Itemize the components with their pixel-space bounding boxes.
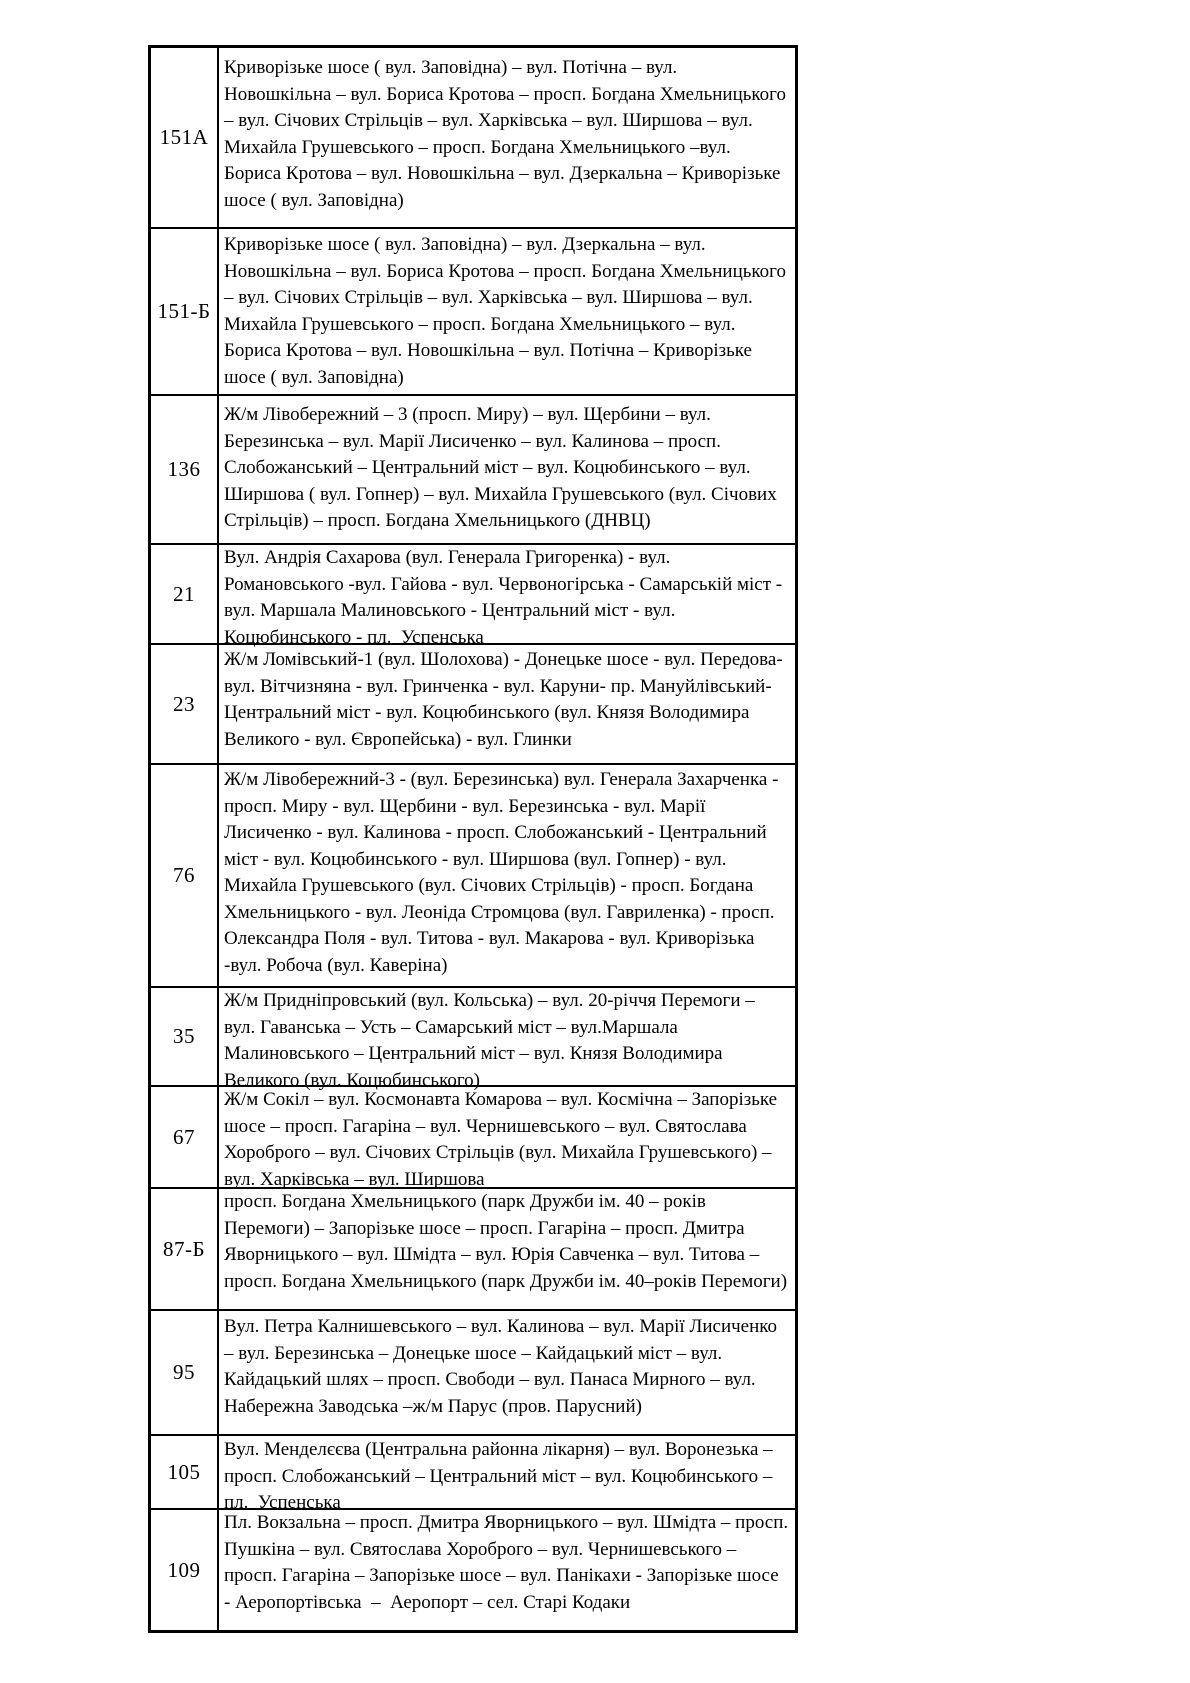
table-row (151, 1187, 795, 1309)
table-row (151, 986, 795, 1091)
route-number-cell: 35 (151, 988, 219, 1085)
table-row (151, 1309, 795, 1434)
route-number-cell: 76 (151, 765, 219, 986)
route-description-cell: Вул. Андрія Сахарова (вул. Генерала Григоренка) - вул. Романовського -вул. Гайова - вул. Червоногірська - Самарській міст - вул. Маршала Малиновського - Центральний міст - вул. Коцюбинського - пл. Успенська (224, 547, 787, 648)
route-number-cell: 136 (151, 396, 219, 543)
route-number-cell: 105 (151, 1436, 219, 1508)
route-description-cell: Пл. Вокзальна – просп. Дмитра Яворницького – вул. Шмідта – просп. Пушкіна – вул. Святослава Хороброго – вул. Чернишевського – просп. Гагаріна – Запорізьке шосе – вул. Панікахи - Запорізьке шосе - Аеропортівська – Аеропорт – сел. Старі Кодаки (224, 1512, 793, 1613)
table-row (151, 1085, 795, 1190)
table-row (151, 48, 795, 227)
route-description-cell: Ж/м Лівобережний – 3 (просп. Миру) – вул. Щербини – вул. Березинська – вул. Марії Лисиченко – вул. Калинова – просп. Слобожанський – Центральний міст – вул. Коцюбинського – вул. Ширшова ( вул. Гопнер) – вул. Михайла Грушевського (вул. Січових Стрільців) – просп. Богдана Хмельницького (ДНВЦ) (224, 404, 782, 531)
route-description-cell: просп. Богдана Хмельницького (парк Дружби ім. 40 – років Перемоги) – Запорізьке шосе – просп. Гагаріна – просп. Дмитра Яворницького – вул. Шмідта – вул. Юрія Савченка – вул. Титова – просп. Богдана Хмельницького (парк Дружби ім. 40–років Перемоги) (224, 1191, 788, 1292)
route-description-cell: Ж/м Сокіл – вул. Космонавта Комарова – вул. Космічна – Запорізьке шосе – просп. Гагаріна – вул. Чернишевського – вул. Святослава Хороброго – вул. Січових Стрільців (вул. Михайла Грушевського) – вул. Харківська – вул. Ширшова (224, 1089, 782, 1190)
route-number-cell: 109 (151, 1510, 219, 1630)
route-number-cell: 95 (151, 1311, 219, 1434)
route-number-cell: 151-Б (151, 229, 219, 394)
table-row (151, 643, 795, 763)
route-number-cell: 151А (151, 48, 219, 227)
route-description-cell: Криворізьке шосе ( вул. Заповідна) – вул. Потічна – вул. Новошкільна – вул. Бориса Кротова – просп. Богдана Хмельницького – вул. Січових Стрільців – вул. Харківська – вул. Ширшова – вул. Михайла Грушевського – просп. Богдана Хмельницького –вул. Бориса Кротова – вул. Новошкільна – вул. Дзеркальна – Криворізьке шосе ( вул. Заповідна) (224, 57, 791, 211)
route-number-cell: 67 (151, 1087, 219, 1187)
route-description-cell: Ж/м Придніпровський (вул. Кольська) – вул. 20-річчя Перемоги – вул. Гаванська – Усть – Самарський міст – вул.Маршала Малиновського – Центральний міст – вул. Князя Володимира Великого (вул. Коцюбинського) (224, 990, 760, 1091)
route-description-cell: Криворізьке шосе ( вул. Заповідна) – вул. Дзеркальна – вул. Новошкільна – вул. Бориса Кротова – просп. Богдана Хмельницького – вул. Січових Стрільців – вул. Харківська – вул. Ширшова – вул. Михайла Грушевського – просп. Богдана Хмельницького – вул. Бориса Кротова – вул. Новошкільна – вул. Потічна – Криворізьке шосе ( вул. Заповідна) (224, 234, 791, 388)
route-number-cell: 23 (151, 645, 219, 763)
route-description-cell: Ж/м Лівобережний-3 - (вул. Березинська) вул. Генерала Захарченка - просп. Миру - вул. Щербини - вул. Березинська - вул. Марії Лисиченко - вул. Калинова - просп. Слобожанський - Центральний міст - вул. Коцюбинського - вул. Ширшова (вул. Гопнер) - вул. Михайла Грушевського (вул. Січових Стрільців) - просп. Богдана Хмельницького - вул. Леоніда Стромцова (вул. Гавриленка) - просп. Олександра Поля - вул. Титова - вул. Макарова - вул. Криворізька -вул. Робоча (вул. Каверіна) (224, 769, 784, 976)
table-row (151, 1434, 795, 1513)
route-description-cell: Вул. Петра Калнишевського – вул. Калинова – вул. Марії Лисиченко – вул. Березинська – Донецьке шосе – Кайдацький міст – вул. Кайдацький шлях – просп. Свободи – вул. Панаса Мирного – вул. Набережна Заводська –ж/м Парус (пров. Парусний) (224, 1316, 782, 1417)
route-description-cell: Вул. Менделєєва (Центральна районна лікарня) – вул. Воронезька – просп. Слобожанський – Центральний міст – вул. Коцюбинського – пл. Успенська (224, 1439, 778, 1513)
route-number-cell: 21 (151, 545, 219, 643)
route-description-cell: Ж/м Ломівський-1 (вул. Шолохова) - Донецьке шосе - вул. Передова- вул. Вітчизняна - вул. Гринченка - вул. Каруни- пр. Мануйлівський- Центральний міст - вул. Коцюбинського (вул. Князя Володимира Великого - вул. Європейська) - вул. Глинки (224, 649, 788, 750)
table-row (151, 1508, 795, 1630)
table-row (151, 227, 795, 394)
table-row (151, 543, 795, 648)
table-row (151, 763, 795, 986)
table-row (151, 394, 795, 543)
route-number-cell: 87-Б (151, 1189, 219, 1309)
bus-routes-table (148, 45, 798, 1633)
